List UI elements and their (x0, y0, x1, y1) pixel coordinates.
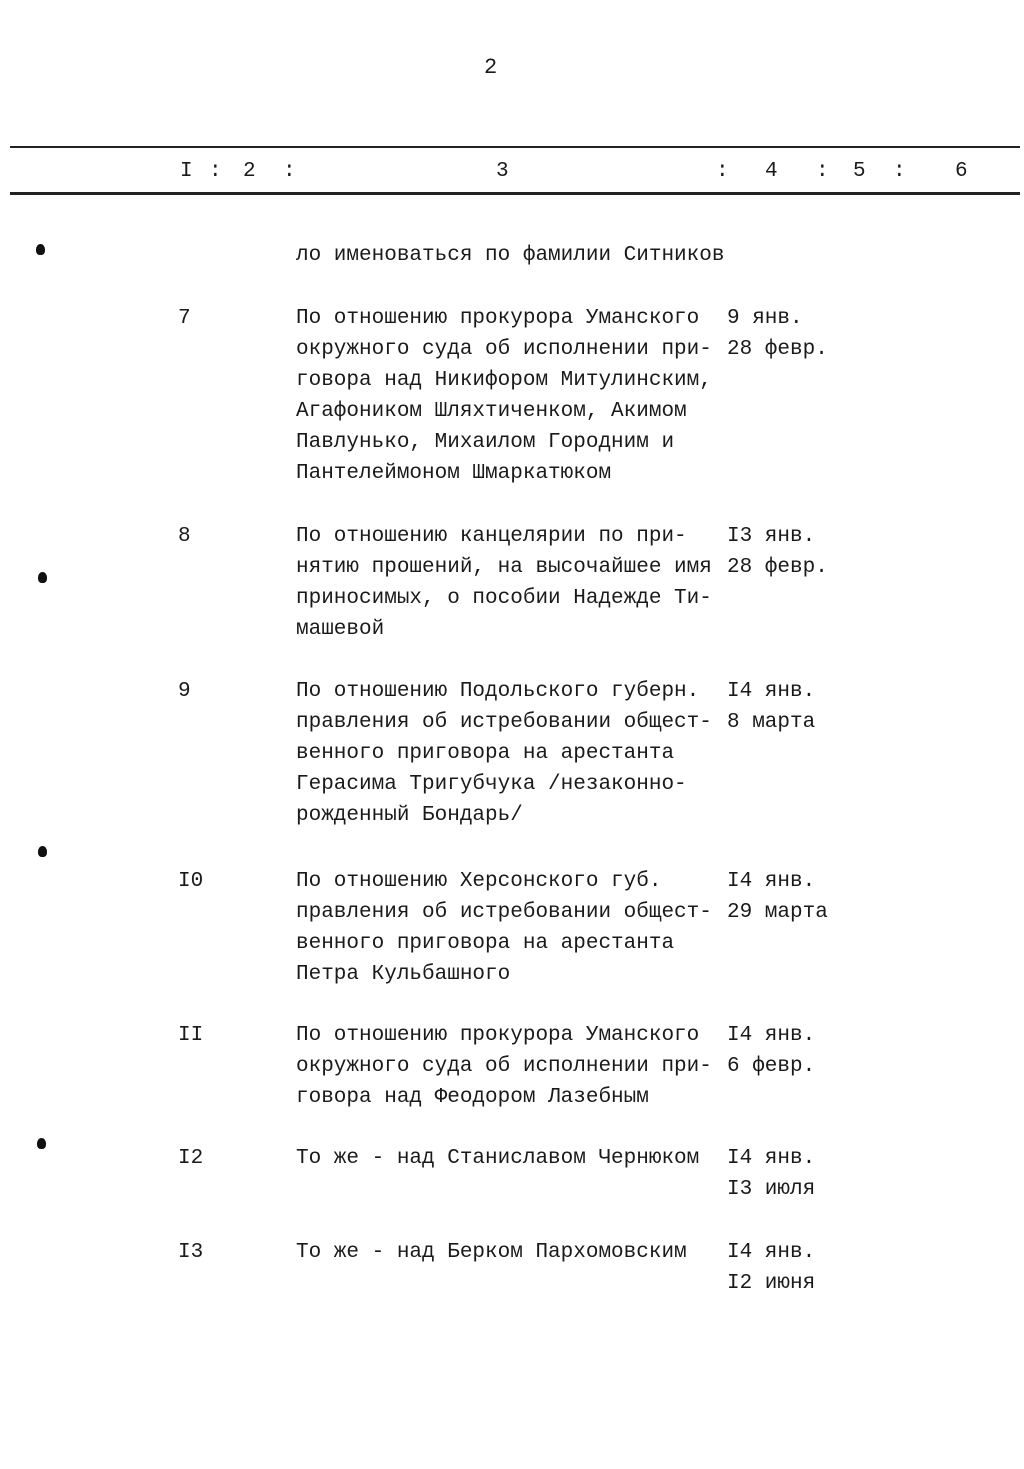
header-sep: : (893, 160, 906, 183)
header-col-6: 6 (955, 160, 968, 183)
header-sep: : (716, 160, 729, 183)
header-col-3: 3 (496, 160, 509, 183)
row-dates: I4 янв. I2 июня (727, 1241, 816, 1295)
row-number: I2 (178, 1147, 204, 1170)
row-number: I3 (178, 1241, 204, 1264)
row-description: По отношению Херсонского губ. правления об истребовании общест- венного приговора на арестанта Петра Кульбашного (296, 870, 712, 986)
punch-hole-mark (38, 846, 47, 857)
header-col-4: 4 (765, 160, 778, 183)
row-number: II (178, 1024, 204, 1047)
row-dates: I4 янв. I3 июля (727, 1147, 816, 1201)
punch-hole-mark (36, 244, 45, 255)
header-sep: : (209, 160, 222, 183)
header-sep: : (816, 160, 829, 183)
continuation-text: ло именоваться по фамилии Ситников (296, 244, 725, 267)
row-dates: 9 янв. 28 февр. (727, 307, 828, 361)
header-col-5: 5 (853, 160, 866, 183)
row-dates: I4 янв. 8 марта (727, 680, 816, 734)
row-number: 7 (178, 307, 191, 330)
row-description: То же - над Берком Пархомовским (296, 1241, 687, 1264)
punch-hole-mark (38, 572, 47, 583)
table-header-bottom-rule (10, 192, 1020, 195)
header-sep: : (283, 160, 296, 183)
row-dates: I4 янв. 6 февр. (727, 1024, 816, 1078)
header-col-1: I (180, 160, 193, 183)
row-number: 9 (178, 680, 191, 703)
row-description: По отношению прокурора Уманского окружного суда об исполнении при- говора над Никифором Митулинским, Агафоником Шляхтиченком, Акимом Павлунько, Михаилом Городним и Пантелеймоном Шмаркатюком (296, 307, 712, 485)
page-number: 2 (484, 55, 498, 80)
row-description: То же - над Станиславом Чернюком (296, 1147, 700, 1170)
row-number: I0 (178, 870, 204, 893)
row-description: По отношению Подольского губерн. правления об истребовании общест- венного приговора на арестанта Герасима Тригубчука /незаконно- рожденный Бондарь/ (296, 680, 712, 827)
row-number: 8 (178, 525, 191, 548)
header-col-2: 2 (243, 160, 256, 183)
row-description: По отношению канцелярии по при- нятию прошений, на высочайшее имя приносимых, о пособии Надежде Ти- машевой (296, 525, 712, 641)
table-header-top-rule (10, 146, 1020, 148)
row-dates: I4 янв. 29 марта (727, 870, 828, 924)
punch-hole-mark (37, 1138, 46, 1149)
row-dates: I3 янв. 28 февр. (727, 525, 828, 579)
row-description: По отношению прокурора Уманского окружного суда об исполнении при- говора над Феодором Лазебным (296, 1024, 712, 1109)
